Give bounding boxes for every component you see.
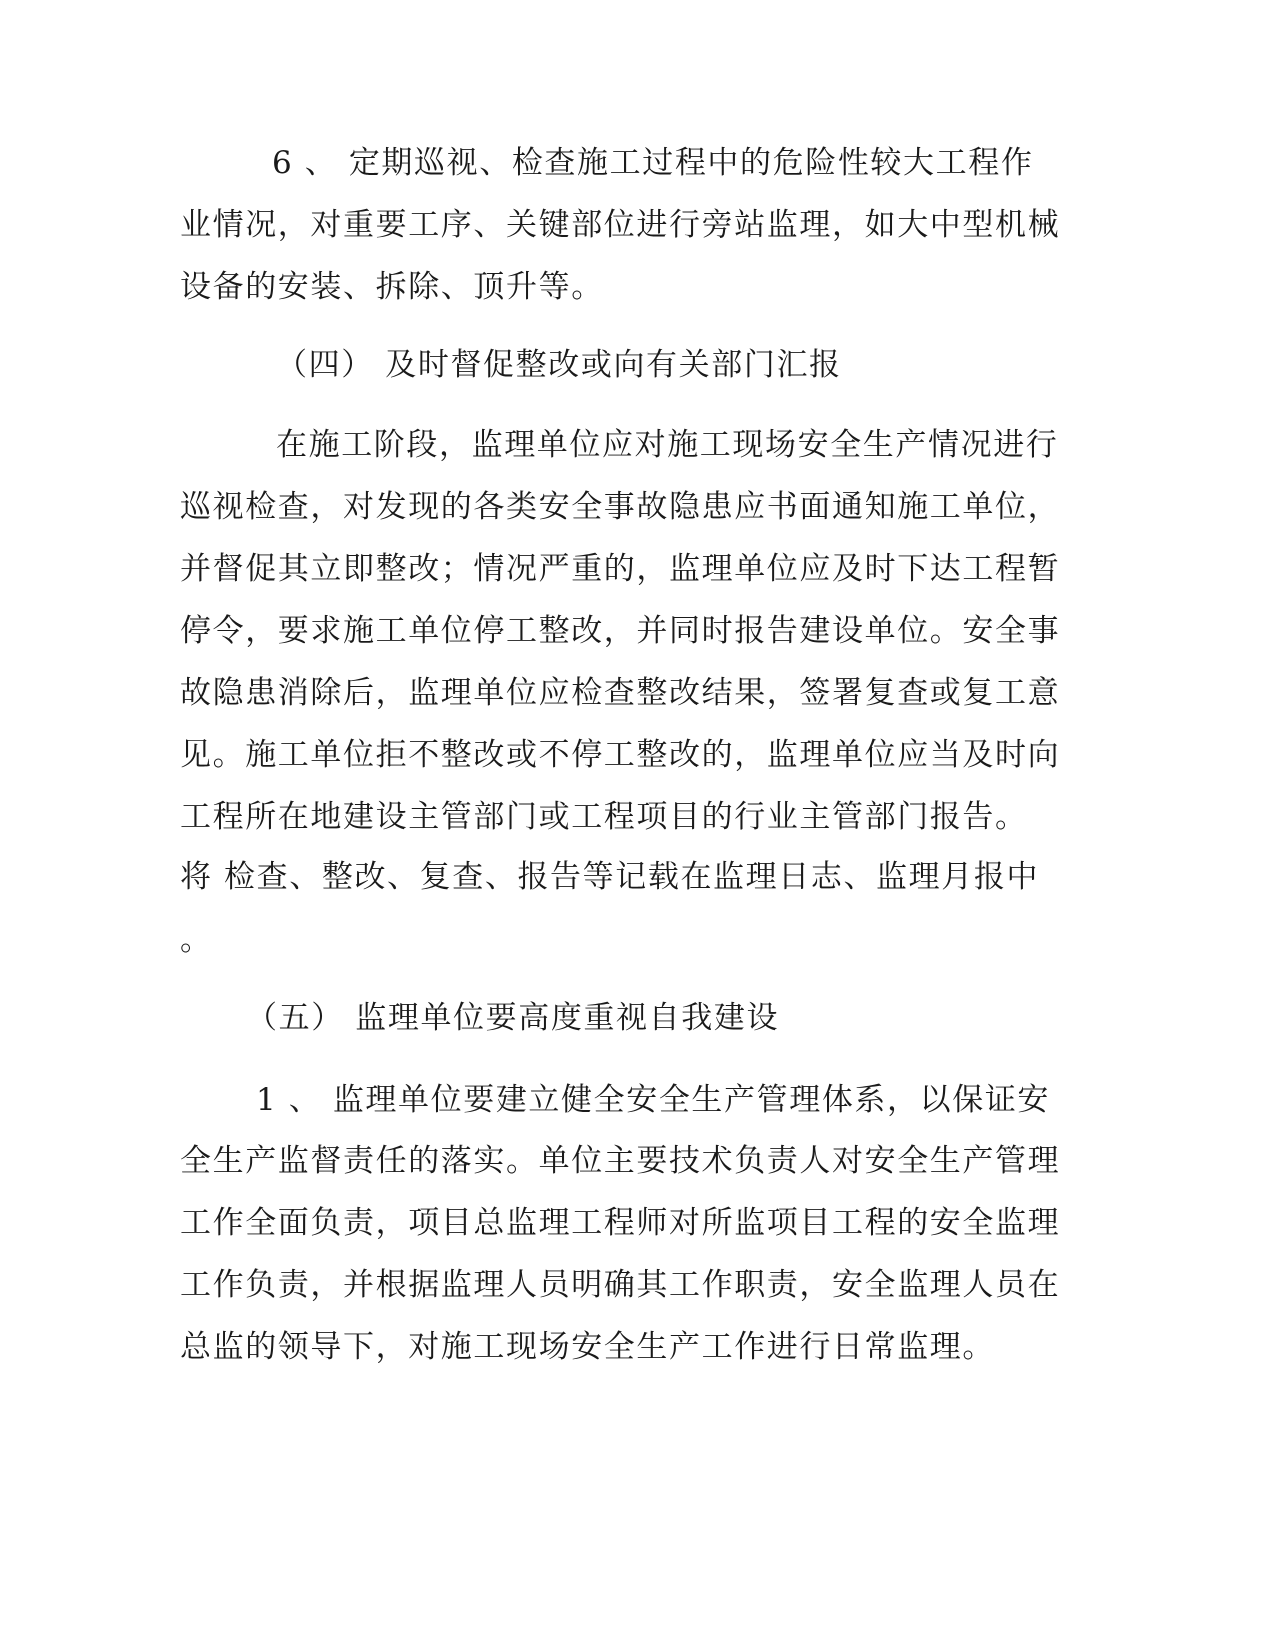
paragraph-1-line-2: 全生产监督责任的落实。单位主要技术负责人对安全生产管理 <box>180 1143 1061 1179</box>
paragraph-body-line-3: 并督促其立即整改；情况严重的，监理单位应及时下达工程暂 <box>180 551 1061 587</box>
paragraph-body-line-9: 。 <box>180 922 213 958</box>
section-heading-5: （五） 监理单位要高度重视自我建设 <box>246 1000 780 1036</box>
paragraph-1-line-3: 工作全面负责，项目总监理工程师对所监项目工程的安全监理 <box>180 1205 1061 1241</box>
paragraph-1-line-1: 1 、 监理单位要建立健全安全生产管理体系，以保证安 <box>256 1082 1051 1118</box>
paragraph-body-line-8: 将 检查、整改、复查、报告等记载在监理日志、监理月报中 <box>180 859 1040 895</box>
paragraph-1-line-5: 总监的领导下，对施工现场安全生产工作进行日常监理。 <box>180 1329 995 1365</box>
paragraph-body-line-5: 故隐患消除后，监理单位应检查整改结果，签署复查或复工意 <box>180 675 1061 711</box>
paragraph-body-line-2: 巡视检查，对发现的各类安全事故隐患应书面通知施工单位， <box>180 489 1061 525</box>
paragraph-body-line-6: 见。施工单位拒不整改或不停工整改的，监理单位应当及时向 <box>180 737 1061 773</box>
paragraph-1-line-4: 工作负责，并根据监理人员明确其工作职责，安全监理人员在 <box>180 1267 1061 1303</box>
section-heading-4: （四） 及时督促整改或向有关部门汇报 <box>276 347 842 383</box>
paragraph-6-line-2: 业情况，对重要工序、关键部位进行旁站监理，如大中型机械 <box>180 207 1061 243</box>
paragraph-6-line-1: 6 、 定期巡视、检查施工过程中的危险性较大工程作 <box>272 145 1034 181</box>
paragraph-body-line-1: 在施工阶段，监理单位应对施工现场安全生产情况进行 <box>276 427 1059 463</box>
paragraph-6-line-3: 设备的安装、拆除、顶升等。 <box>180 269 604 305</box>
paragraph-body-line-7: 工程所在地建设主管部门或工程项目的行业主管部门报告。 <box>180 799 1028 835</box>
paragraph-body-line-4: 停令，要求施工单位停工整改，并同时报告建设单位。安全事 <box>180 613 1061 649</box>
